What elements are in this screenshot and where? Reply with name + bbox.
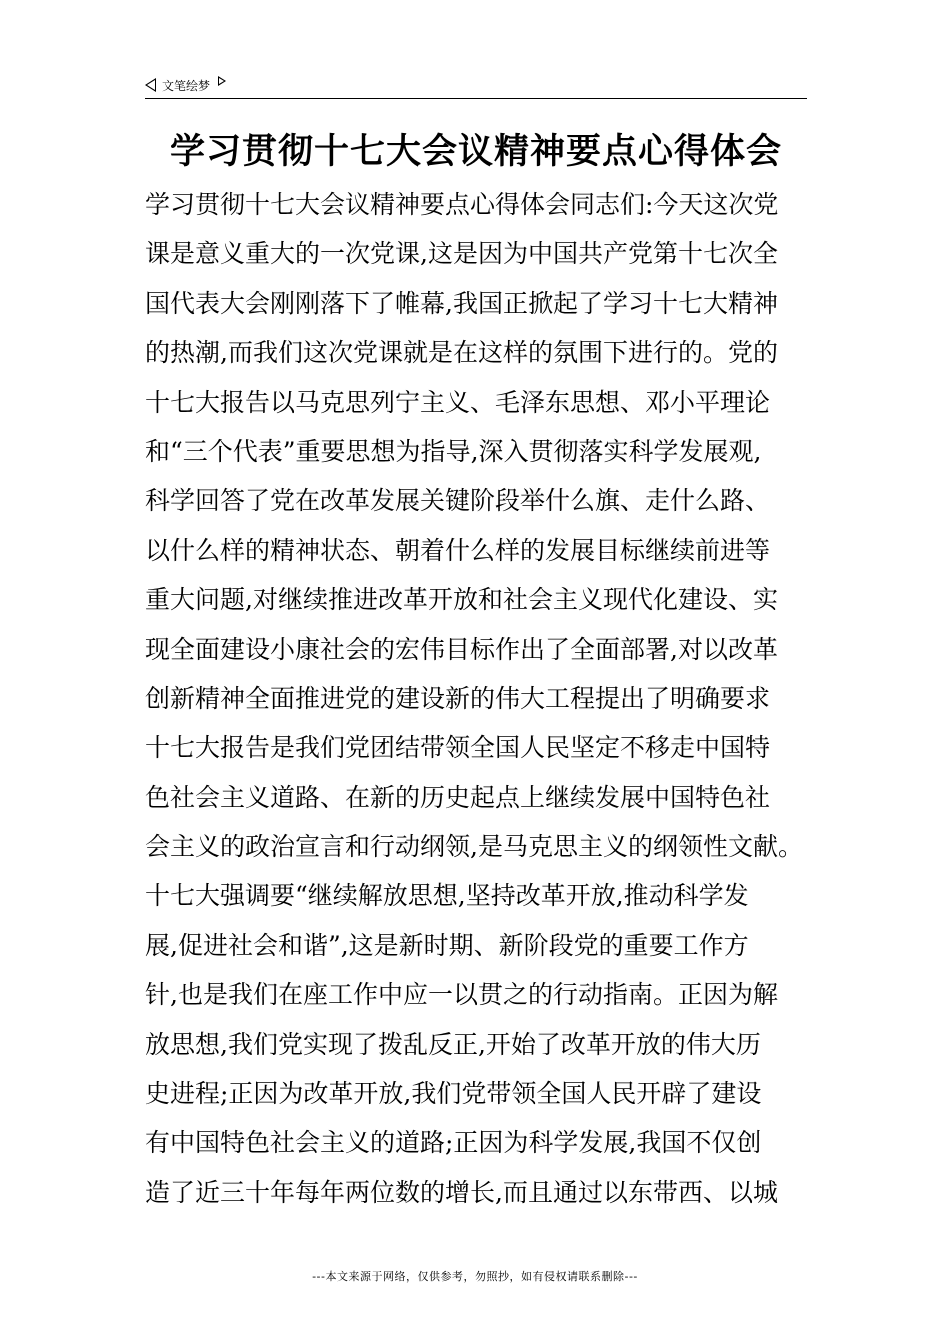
page-header: [145, 72, 807, 99]
triangle-right-icon: [218, 76, 226, 86]
body-line: 展,促进社会和谐”,这是新时期、新阶段党的重要工作方: [145, 930, 749, 960]
body-line: 科学回答了党在改革发展关键阶段举什么旗、走什么路、: [145, 486, 771, 516]
body-line: 有中国特色社会主义的道路;正因为科学发展,我国不仅创: [145, 1128, 762, 1158]
page-footer: ---本文来源于网络，仅供参考，勿照抄，如有侵权请联系删除---: [312, 1270, 638, 1283]
document-title: 学习贯彻十七大会议精神要点心得体会: [169, 132, 782, 172]
body-line: 十七大强调要“继续解放思想,坚持改革开放,推动科学发: [145, 881, 749, 911]
triangle-left-icon: [145, 78, 156, 92]
body-line: 国代表大会刚刚落下了帷幕,我国正掀起了学习十七大精神: [145, 288, 778, 318]
header-text: 文笔绘梦: [162, 78, 211, 93]
body-line: 现全面建设小康社会的宏伟目标作出了全面部署,对以改革: [145, 634, 778, 664]
body-line: 以什么样的精神状态、朝着什么样的发展目标继续前进等: [145, 535, 771, 565]
body-line: 十七大报告是我们党团结带领全国人民坚定不移走中国特: [145, 733, 771, 763]
body-line: 造了近三十年每年两位数的增长,而且通过以东带西、以城: [145, 1177, 778, 1207]
body-line: 的热潮,而我们这次党课就是在这样的氛围下进行的。党的: [145, 338, 778, 368]
body-line: 课是意义重大的一次党课,这是因为中国共产党第十七次全: [145, 239, 778, 269]
body-line: 色社会主义道路、在新的历史起点上继续发展中国特色社: [145, 782, 771, 812]
body-line: 史进程;正因为改革开放,我们党带领全国人民开辟了建设: [145, 1079, 762, 1109]
body-line: 针,也是我们在座工作中应一以贯之的行动指南。正因为解: [145, 980, 778, 1010]
body-paragraph: [145, 180, 813, 1217]
body-line: 会主义的政治宣言和行动纲领,是马克思主义的纲领性文献。: [145, 832, 803, 862]
body-line: 和“三个代表”重要思想为指导,深入贯彻落实科学发展观,: [145, 436, 762, 466]
body-line: 放思想,我们党实现了拨乱反正,开始了改革开放的伟大历: [145, 1029, 761, 1059]
body-line: 重大问题,对继续推进改革开放和社会主义现代化建设、实: [145, 585, 778, 615]
body-line: 十七大报告以马克思列宁主义、毛泽东思想、邓小平理论: [145, 387, 771, 417]
body-line: 创新精神全面推进党的建设新的伟大工程提出了明确要求: [145, 683, 771, 713]
body-line: 学习贯彻十七大会议精神要点心得体会同志们:今天这次党: [145, 190, 779, 219]
